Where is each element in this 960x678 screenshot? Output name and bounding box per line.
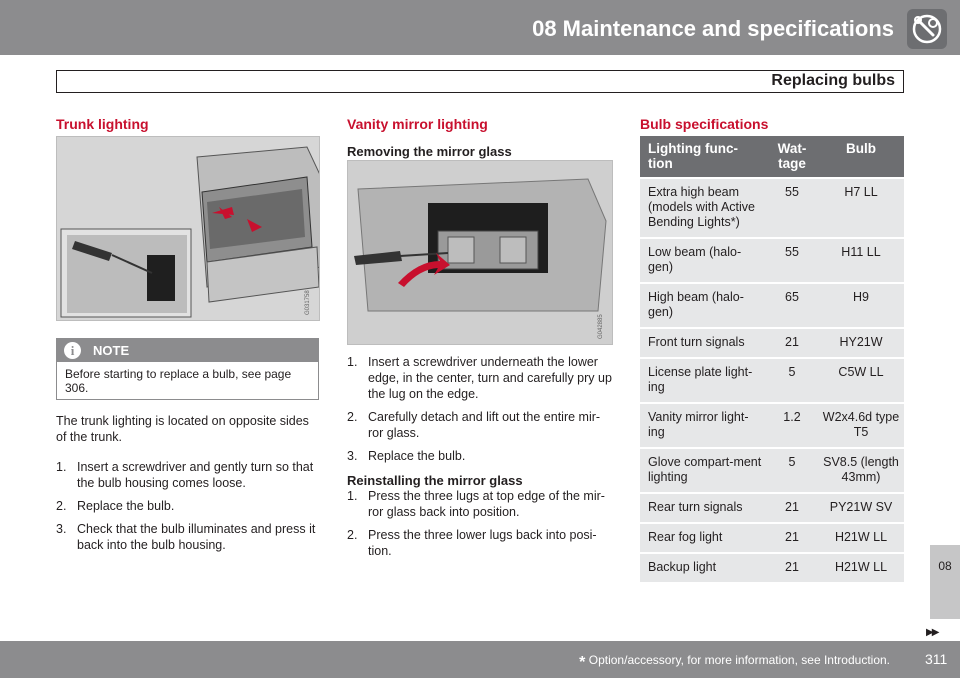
info-icon: i [64, 342, 81, 359]
table-row: Vanity mirror light-ing 1.2 W2x4.6d type T5 [640, 403, 904, 448]
list-item: 2. Carefully detach and lift out the entire mir-ror glass. [347, 410, 601, 440]
section-title: Replacing bulbs [771, 72, 895, 89]
note-title: NOTE [93, 343, 130, 358]
chapter-title: 08 Maintenance and specifications [532, 16, 894, 41]
page-number: 311 [925, 651, 948, 667]
vanity-mirror-figure [347, 160, 613, 345]
chapter-tab-number: 08 [938, 559, 952, 573]
table-row: Backup light 21 H21W LL [640, 553, 904, 582]
table-row: Low beam (halo-gen) 55 H11 LL [640, 238, 904, 283]
trunk-steps [56, 459, 322, 560]
table-row: License plate light-ing 5 C5W LL [640, 358, 904, 403]
table-row: Rear fog light 21 H21W LL [640, 523, 904, 553]
bulb-specs-heading: Bulb specifications [640, 116, 769, 132]
figure-code: G042885 [598, 314, 604, 339]
vanity-illustration [348, 161, 613, 345]
reinstall-steps [347, 488, 612, 566]
trunk-lighting-figure [56, 136, 320, 321]
remove-mirror-heading: Removing the mirror glass [347, 144, 512, 159]
list-item: 1. Insert a screwdriver underneath the lower edge, in the center, turn and carefully pry up the lug on the edge. [347, 355, 612, 401]
list-item: 3. Check that the bulb illuminates and press it back into the bulb housing. [56, 522, 316, 552]
table-row: Extra high beam (models with Active Bending Lights*) 55 H7 LL [640, 178, 904, 238]
trunk-intro: The trunk lighting is located on opposite sides of the trunk. [56, 414, 309, 444]
chapter-header [0, 0, 960, 55]
list-item: 1. Press the three lugs at top edge of the mir-ror glass back into position. [347, 489, 605, 519]
table-header-row [640, 136, 904, 178]
list-item: 2. Press the three lower lugs back into posi-tion. [347, 528, 597, 558]
table-row: Glove compart-ment lighting 5 SV8.5 (length 43mm) [640, 448, 904, 493]
footer-note: * Option/accessory, for more information, see Introduction. [579, 653, 890, 671]
chapter-tab[interactable] [930, 545, 960, 619]
trunk-illustration [57, 137, 320, 321]
list-item: 3. Replace the bulb. [347, 449, 466, 463]
remove-steps [347, 354, 612, 471]
column-header: Lighting func-tion [640, 136, 766, 178]
bulb-specs-table [640, 136, 904, 582]
trunk-lighting-heading: Trunk lighting [56, 116, 149, 132]
note-header [57, 339, 318, 362]
vanity-mirror-heading: Vanity mirror lighting [347, 116, 488, 132]
note-text: Before starting to replace a bulb, see page 306. [65, 367, 292, 395]
list-item: 1. Insert a screwdriver and gently turn so that the bulb housing comes loose. [56, 460, 314, 490]
column-header: Bulb [818, 136, 904, 178]
note-box [56, 338, 319, 400]
page-footer [0, 641, 960, 678]
table-row: Rear turn signals 21 PY21W SV [640, 493, 904, 523]
figure-code: G031758 [305, 290, 311, 315]
section-bar [56, 70, 904, 93]
table-row: Front turn signals 21 HY21W [640, 328, 904, 358]
reinstall-mirror-heading: Reinstalling the mirror glass [347, 473, 523, 488]
table-row: High beam (halo-gen) 65 H9 [640, 283, 904, 328]
list-item: 2. Replace the bulb. [56, 499, 175, 513]
wrench-gear-icon [907, 9, 947, 49]
column-header: Wat-tage [766, 136, 818, 178]
next-page-arrows-icon[interactable]: ▶▶ [926, 627, 938, 638]
